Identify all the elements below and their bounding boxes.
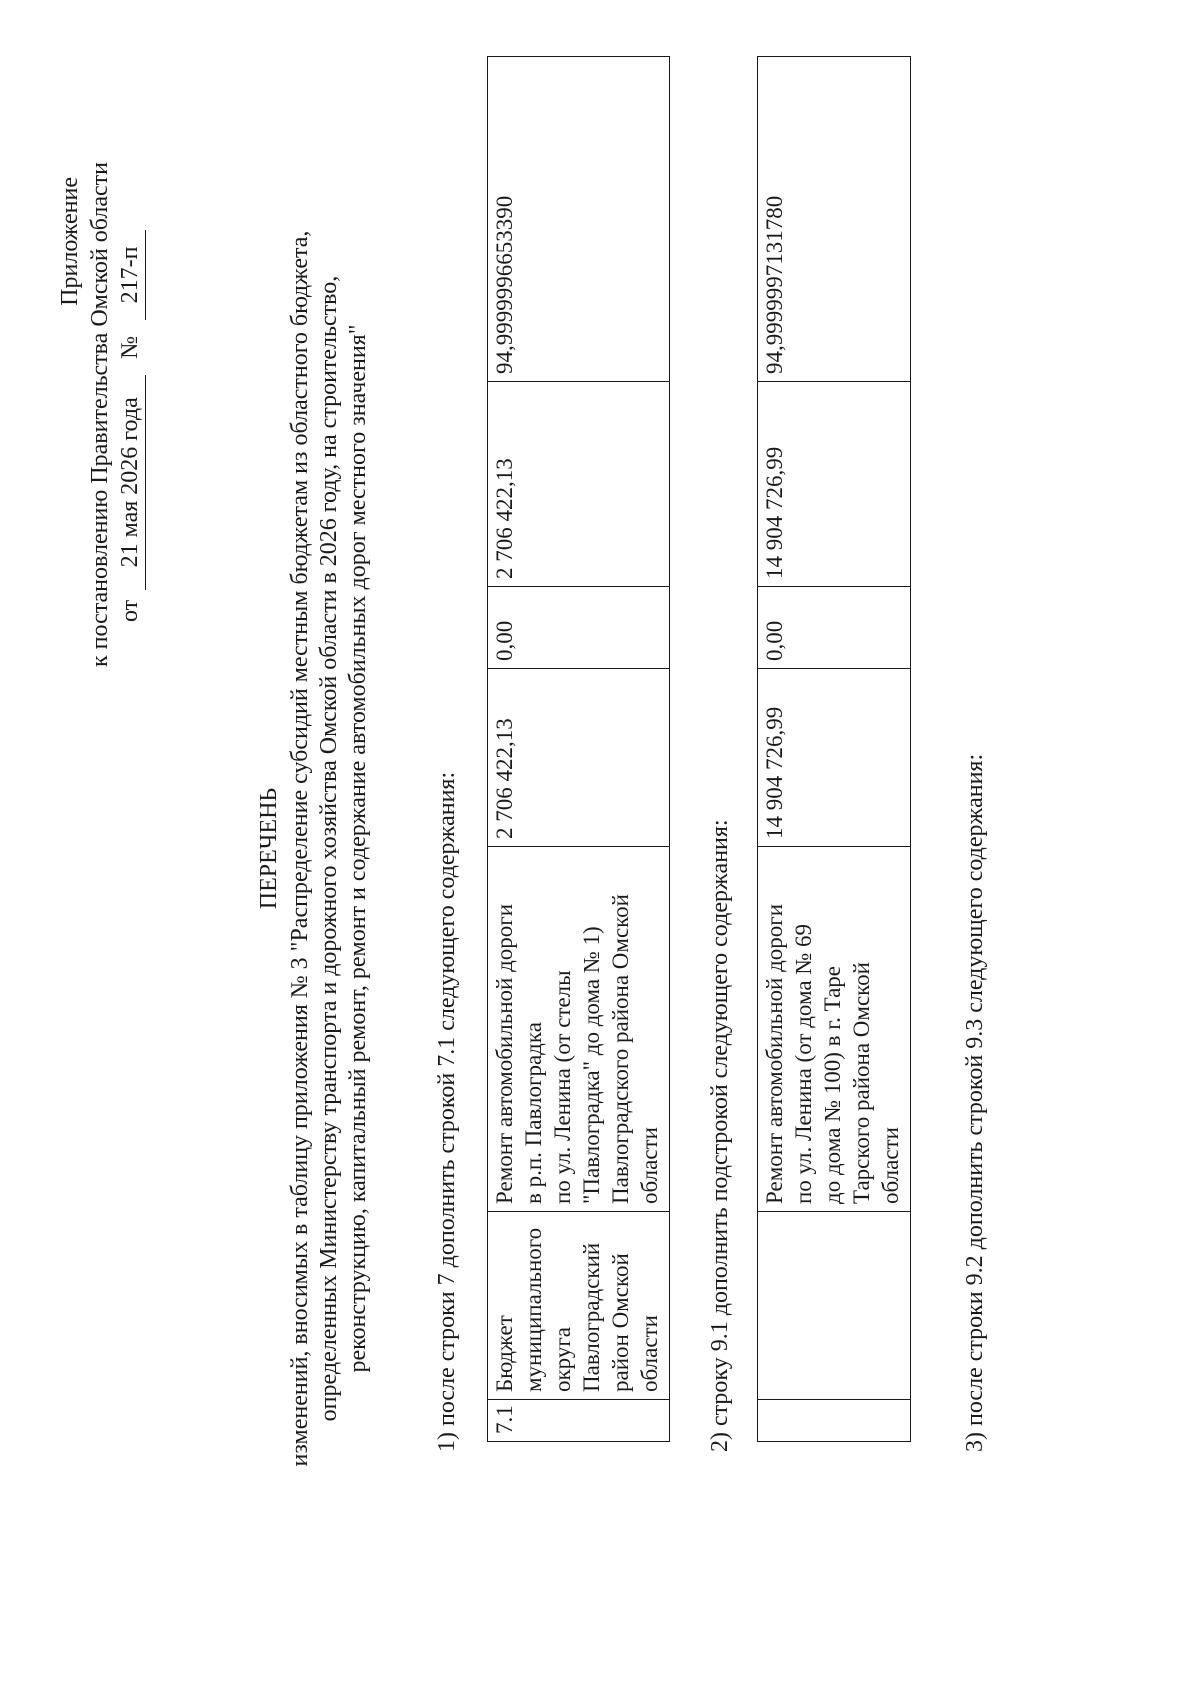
appendix-label: Приложение [57, 177, 83, 306]
percent-cell: 94,9999997131780 [758, 57, 911, 382]
section-2-intro: 2) строку 9.1 дополнить подстрокой следующего содержания: [707, 819, 733, 1452]
title-line-3: реконструкцию, капитальный ремонт, ремонт и содержание автомобильных дорог местного значения" [345, 324, 371, 1373]
amount-col2-cell: 14 904 726,99 [758, 382, 911, 587]
resolution-date: 21 мая 2026 года [115, 375, 146, 590]
total-amount-cell: 2 706 422,13 [488, 669, 670, 847]
section-3-intro: 3) после строки 9.2 дополнить строкой 9.3 следующего содержания: [962, 753, 988, 1452]
amount-col1-cell: 0,00 [758, 587, 911, 669]
from-label: от [117, 599, 143, 622]
page-title: ПЕРЕЧЕНЬ [256, 787, 282, 910]
table-row [758, 57, 911, 1442]
section-2-table [757, 56, 911, 1442]
budget-cell: Бюджет муниципального округа Павлоградский район Омской области [488, 1212, 670, 1400]
total-amount-cell: 14 904 726,99 [758, 669, 911, 847]
number-label: № [117, 335, 143, 359]
section-1-intro: 1) после строки 7 дополнить строкой 7.1 следующего содержания: [434, 771, 460, 1452]
row-number [758, 1400, 911, 1442]
object-cell: Ремонт автомобильной дороги по ул. Ленина (от дома № 69 до дома № 100) в г. Таре Тарского района Омской области [758, 847, 911, 1212]
amount-col1-cell: 0,00 [488, 587, 670, 669]
budget-cell [758, 1212, 911, 1400]
resolution-reference: к постановлению Правительства Омской области [87, 161, 113, 667]
title-line-1: изменений, вносимых в таблицу приложения № 3 "Распределение субсидий местным бюджетам из областного бюджета, [287, 230, 313, 1467]
resolution-number: 217-п [115, 230, 146, 320]
title-line-2: определенных Министерству транспорта и дорожного хозяйства Омской области в 2026 году, на строительство, [316, 275, 342, 1422]
table-row [488, 57, 670, 1442]
percent-cell: 94,9999996653390 [488, 57, 670, 382]
object-cell: Ремонт автомобильной дороги в р.п. Павлоградка по ул. Ленина (от стелы "Павлоградка" до дома № 1) Павлоградского района Омской области [488, 847, 670, 1212]
section-1-table [487, 56, 670, 1442]
row-number: 7.1 [488, 1400, 670, 1442]
amount-col2-cell: 2 706 422,13 [488, 382, 670, 587]
date-number-line [115, 162, 146, 622]
